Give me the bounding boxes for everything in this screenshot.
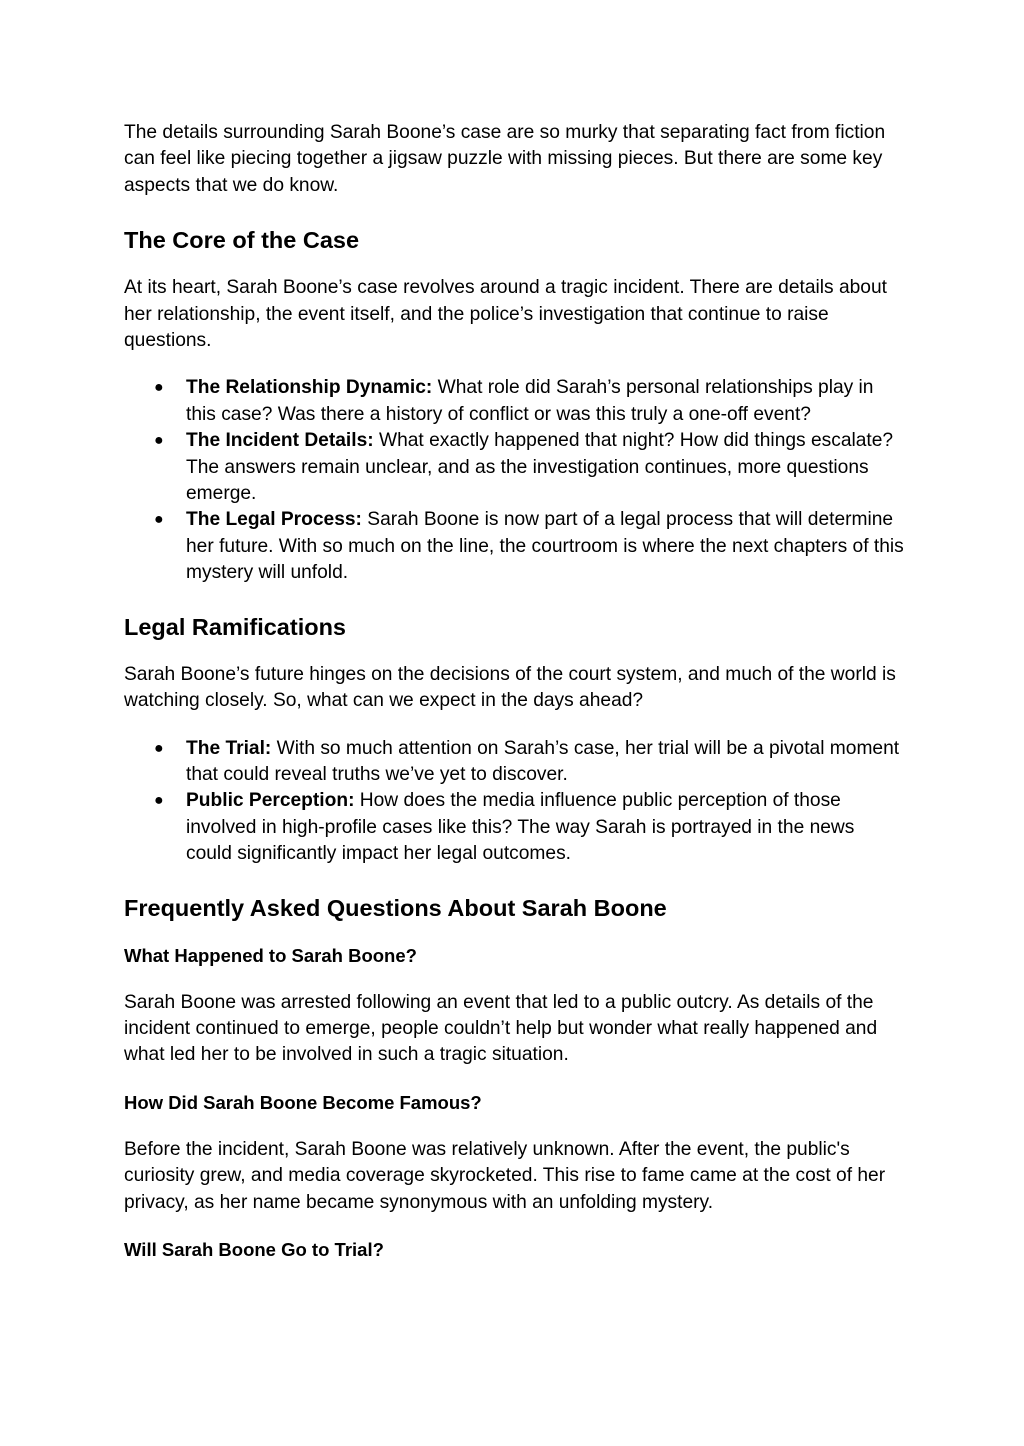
list-item (124, 428, 904, 507)
bullet-label: The Trial: (186, 737, 272, 759)
legal-bullet-list (124, 736, 904, 868)
bullet-label: The Incident Details: (186, 430, 374, 452)
bullet-icon: ● (154, 432, 164, 450)
bullet-text: What role did Sarah’s personal relationships play in this case? Was there a history of conflict or was this truly a one-off event? (186, 377, 874, 425)
list-item (124, 788, 904, 867)
core-paragraph: At its heart, Sarah Boone’s case revolves around a tragic incident. There are details about her relationship, the event itself, and the police’s investigation that continue to raise questions. (124, 277, 887, 352)
bullet-text: What exactly happened that night? How did things escalate? The answers remain unclear, and as the investigation continues, more questions emerge. (186, 430, 894, 505)
heading-faq: Frequently Asked Questions About Sarah Boone (124, 894, 667, 921)
bullet-icon: ● (154, 511, 164, 529)
heading-core-of-case: The Core of the Case (124, 227, 360, 254)
intro-paragraph: The details surrounding Sarah Boone’s case are so murky that separating fact from fiction can feel like piecing together a jigsaw puzzle with missing pieces. But there are some key aspects that we do know. (124, 122, 886, 196)
bullet-text: How does the media influence public perception of those involved in high-profile cases like this? The way Sarah is portrayed in the news could significantly impact her legal outcomes. (186, 790, 855, 865)
core-bullet-list (124, 375, 904, 586)
heading-legal-ramifications: Legal Ramifications (124, 613, 346, 640)
list-item (124, 507, 904, 586)
faq-question: How Did Sarah Boone Become Famous? (124, 1091, 482, 1113)
bullet-icon: ● (154, 739, 164, 757)
faq-answer: Sarah Boone was arrested following an event that led to a public outcry. As details of the incident continued to emerge, people couldn’t help but wonder what really happened and what led her to be involved in such a tragic situation. (124, 991, 878, 1066)
bullet-text: Sarah Boone is now part of a legal process that will determine her future. With so much on the line, the courtroom is where the next chapters of this mystery will unfold. (186, 509, 904, 584)
bullet-icon: ● (154, 379, 164, 397)
faq-question: What Happened to Sarah Boone? (124, 944, 417, 966)
document-page (124, 120, 904, 1263)
bullet-label: The Relationship Dynamic: (186, 377, 433, 399)
bullet-label: Public Perception: (186, 790, 355, 812)
bullet-text: With so much attention on Sarah’s case, her trial will be a pivotal moment that could reveal truths we’ve yet to discover. (186, 737, 900, 785)
faq-answer: Before the incident, Sarah Boone was relatively unknown. After the event, the public's curiosity grew, and media coverage skyrocketed. This rise to fame came at the cost of her privacy, as her name became synonymous with an unfolding mystery. (124, 1138, 886, 1213)
faq-question: Will Sarah Boone Go to Trial? (124, 1238, 384, 1260)
bullet-label: The Legal Process: (186, 509, 362, 531)
bullet-icon: ● (154, 792, 164, 810)
list-item (124, 736, 904, 789)
list-item (124, 375, 904, 428)
legal-paragraph: Sarah Boone’s future hinges on the decisions of the court system, and much of the world is watching closely. So, what can we expect in the days ahead? (124, 663, 896, 712)
